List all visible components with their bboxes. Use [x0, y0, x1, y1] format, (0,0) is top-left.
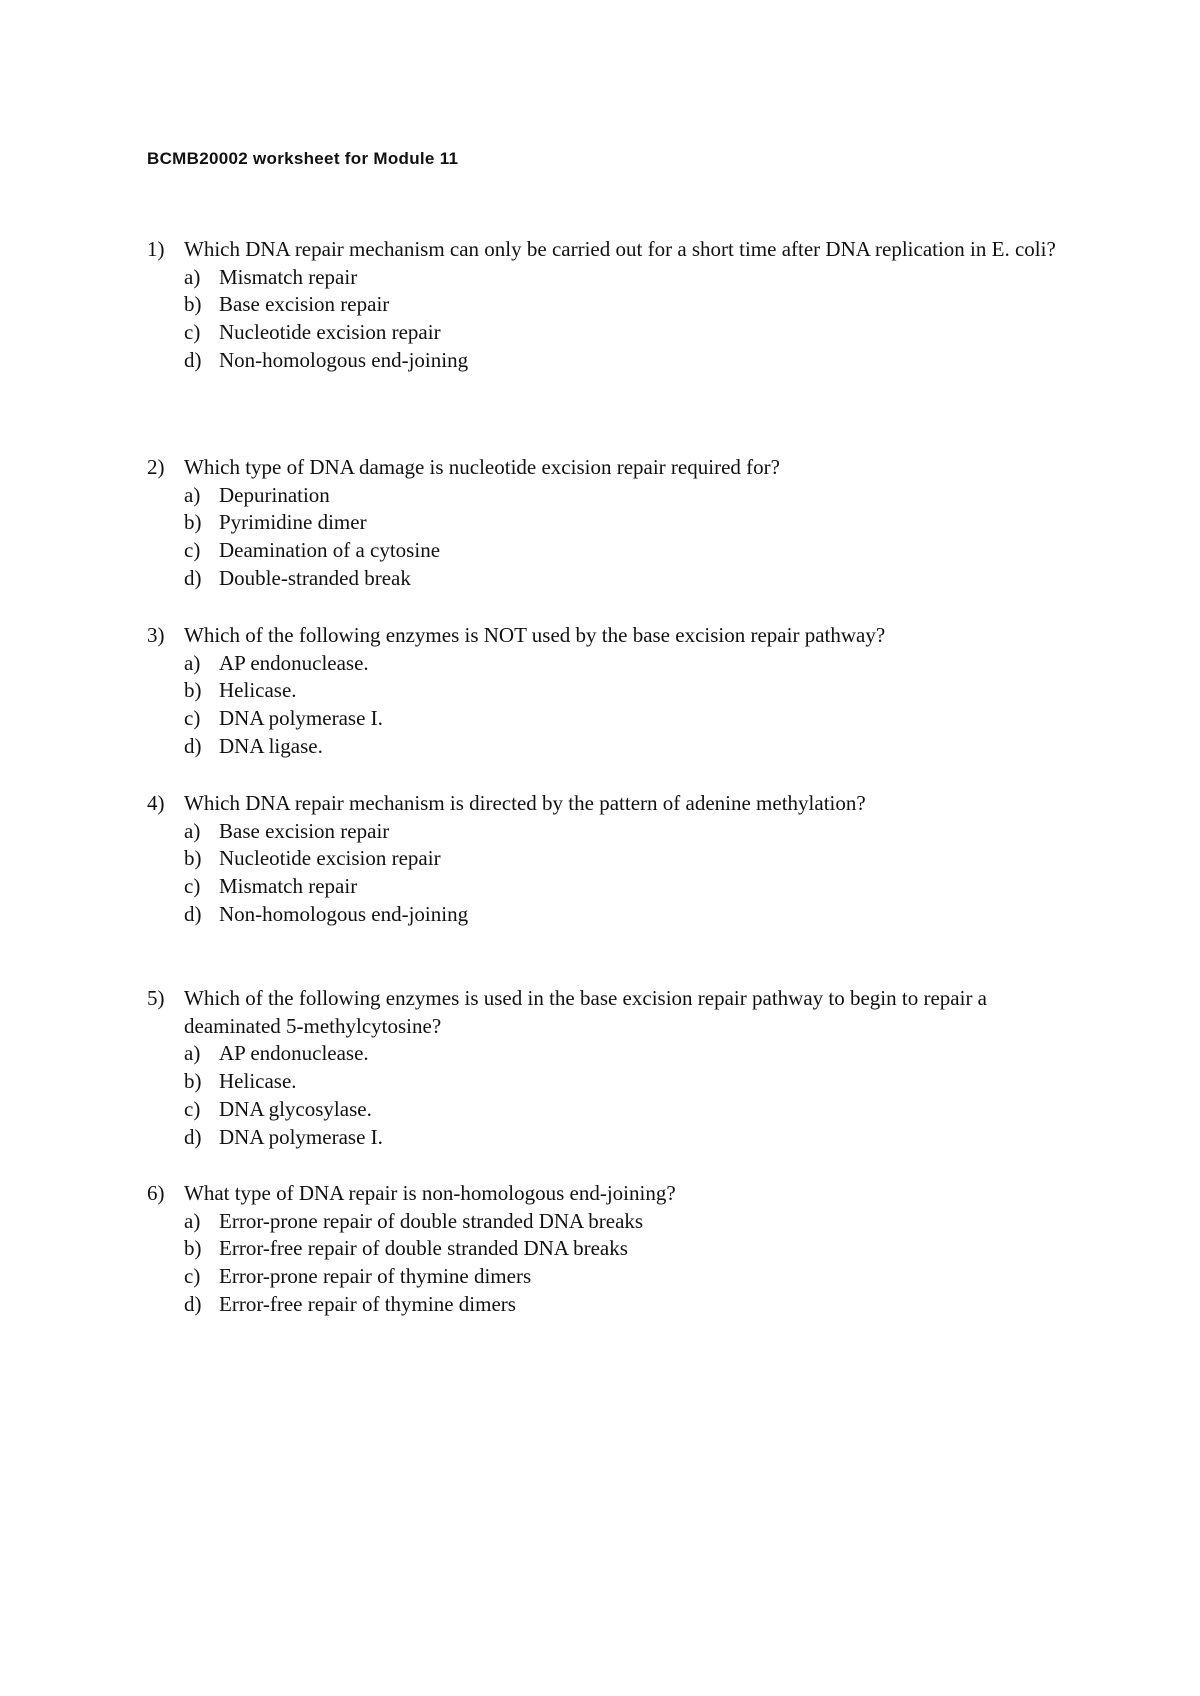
option-letter: b) — [184, 846, 202, 871]
option-letter: b) — [184, 292, 202, 317]
option-text: Helicase. — [219, 1069, 297, 1094]
question-number: 6) — [147, 1181, 165, 1205]
answer-option — [147, 1096, 1067, 1124]
answer-options — [147, 482, 1067, 593]
answer-option — [147, 347, 1067, 375]
answer-option — [147, 482, 1067, 510]
option-letter: b) — [184, 510, 202, 535]
option-text: Nucleotide excision repair — [219, 846, 441, 871]
option-text: Non-homologous end-joining — [219, 347, 469, 372]
answer-option — [147, 264, 1067, 292]
answer-option — [147, 1291, 1067, 1319]
question-stem — [147, 236, 1067, 264]
answer-option — [147, 1263, 1067, 1291]
question-number: 5) — [147, 986, 165, 1010]
question-text: Which of the following enzymes is used in the base excision repair pathway to begin to repair a deaminated 5-methylcytosine? — [184, 986, 988, 1038]
question-text: Which type of DNA damage is nucleotide excision repair required for? — [184, 455, 780, 479]
answer-option — [147, 1208, 1067, 1236]
option-letter: a) — [184, 818, 201, 843]
option-text: Pyrimidine dimer — [219, 510, 367, 535]
option-text: AP endonuclease. — [219, 650, 369, 675]
question-text: What type of DNA repair is non-homologous end-joining? — [184, 1181, 676, 1205]
option-text: DNA polymerase I. — [219, 1124, 383, 1149]
question-number: 3) — [147, 623, 165, 647]
answer-options — [147, 1040, 1067, 1151]
question-stem — [147, 454, 1067, 482]
answer-option — [147, 565, 1067, 593]
option-text: Depurination — [219, 482, 330, 507]
answer-option — [147, 733, 1067, 761]
answer-option — [147, 1235, 1067, 1263]
option-letter: c) — [184, 320, 201, 345]
answer-option — [147, 873, 1067, 901]
option-letter: a) — [184, 650, 201, 675]
option-letter: b) — [184, 678, 202, 703]
option-letter: c) — [184, 1096, 201, 1121]
answer-options — [147, 650, 1067, 761]
option-letter: b) — [184, 1069, 202, 1094]
question-stem — [147, 1180, 1067, 1208]
option-letter: c) — [184, 706, 201, 731]
answer-option — [147, 509, 1067, 537]
answer-option — [147, 677, 1067, 705]
option-letter: c) — [184, 874, 201, 899]
option-text: Helicase. — [219, 678, 297, 703]
answer-option — [147, 845, 1067, 873]
answer-option — [147, 901, 1067, 929]
question-3 — [147, 622, 1067, 761]
question-1 — [147, 236, 1067, 375]
option-text: Mismatch repair — [219, 874, 358, 899]
option-letter: a) — [184, 1041, 201, 1066]
answer-option — [147, 537, 1067, 565]
answer-options — [147, 818, 1067, 929]
option-letter: d) — [184, 565, 202, 590]
option-letter: d) — [184, 733, 202, 758]
question-text: Which of the following enzymes is NOT used by the base excision repair pathway? — [184, 623, 886, 647]
answer-option — [147, 705, 1067, 733]
option-text: Base excision repair — [219, 818, 390, 843]
question-2 — [147, 454, 1067, 593]
option-text: AP endonuclease. — [219, 1041, 369, 1066]
option-text: Mismatch repair — [219, 264, 358, 289]
option-text: Deamination of a cytosine — [219, 538, 441, 563]
page-title: BCMB20002 worksheet for Module 11 — [147, 149, 459, 168]
question-text: Which DNA repair mechanism is directed by the pattern of adenine methylation? — [184, 791, 866, 815]
answer-option — [147, 650, 1067, 678]
option-letter: c) — [184, 538, 201, 563]
question-5 — [147, 985, 1067, 1151]
option-text: Error-prone repair of thymine dimers — [219, 1264, 532, 1289]
option-text: Non-homologous end-joining — [219, 901, 469, 926]
option-letter: a) — [184, 264, 201, 289]
question-number: 2) — [147, 455, 165, 479]
answer-option — [147, 1124, 1067, 1152]
option-text: DNA ligase. — [219, 733, 323, 758]
option-letter: d) — [184, 901, 202, 926]
answer-option — [147, 1068, 1067, 1096]
question-text: Which DNA repair mechanism can only be carried out for a short time after DNA replication in E. coli? — [184, 237, 1056, 261]
option-text: Nucleotide excision repair — [219, 320, 441, 345]
option-text: Error-free repair of double stranded DNA breaks — [219, 1236, 628, 1261]
answer-options — [147, 1208, 1067, 1319]
question-6 — [147, 1180, 1067, 1319]
question-stem — [147, 790, 1067, 818]
answer-option — [147, 1040, 1067, 1068]
answer-option — [147, 291, 1067, 319]
option-letter: d) — [184, 1291, 202, 1316]
option-letter: a) — [184, 1208, 201, 1233]
option-letter: c) — [184, 1264, 201, 1289]
question-stem — [147, 985, 1067, 1040]
question-number: 1) — [147, 237, 165, 261]
option-text: DNA polymerase I. — [219, 706, 383, 731]
question-4 — [147, 790, 1067, 929]
option-text: Double-stranded break — [219, 565, 411, 590]
option-letter: a) — [184, 482, 201, 507]
question-number: 4) — [147, 791, 165, 815]
option-letter: b) — [184, 1236, 202, 1261]
answer-option — [147, 818, 1067, 846]
option-letter: d) — [184, 1124, 202, 1149]
question-stem — [147, 622, 1067, 650]
option-text: Error-prone repair of double stranded DNA breaks — [219, 1208, 644, 1233]
answer-options — [147, 264, 1067, 375]
option-text: Base excision repair — [219, 292, 390, 317]
option-text: Error-free repair of thymine dimers — [219, 1291, 516, 1316]
answer-option — [147, 319, 1067, 347]
option-letter: d) — [184, 347, 202, 372]
option-text: DNA glycosylase. — [219, 1096, 372, 1121]
